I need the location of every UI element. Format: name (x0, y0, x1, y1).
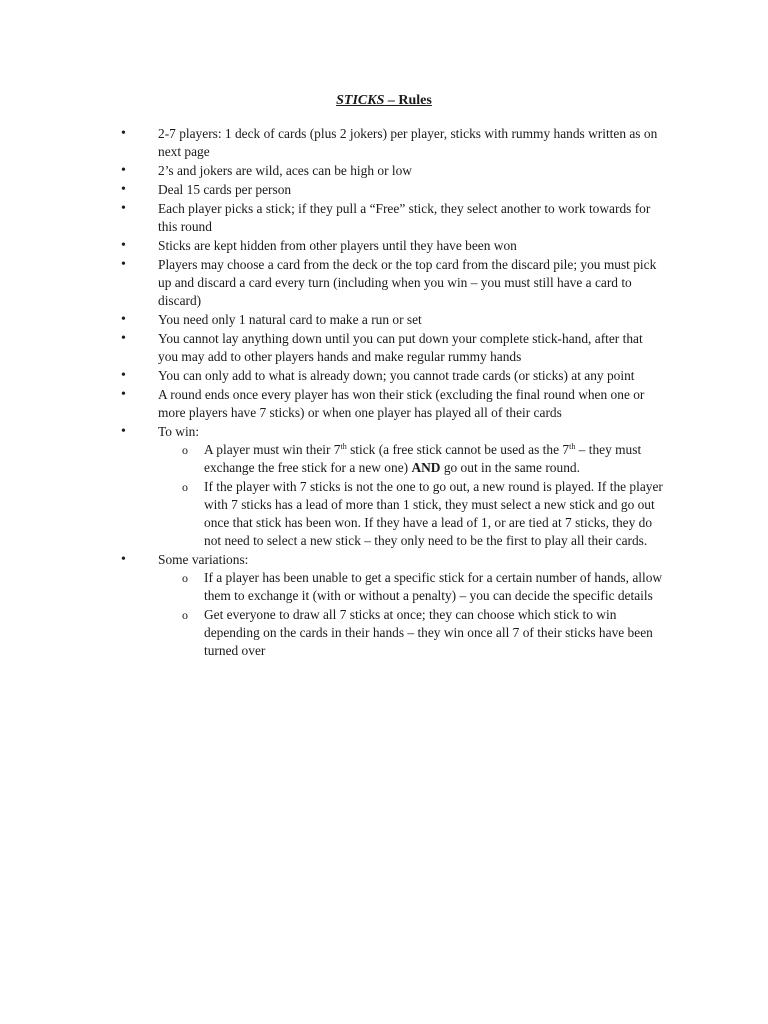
rule-item: • 2’s and jokers are wild, aces can be high or low (118, 162, 663, 180)
rule-item: • 2-7 players: 1 deck of cards (plus 2 jokers) per player, sticks with rummy hands written as on next page (118, 125, 663, 161)
title-suffix: – Rules (384, 93, 432, 108)
rule-item-variations (118, 551, 663, 660)
variations-list (158, 569, 663, 660)
variation-item: o If a player has been unable to get a specific stick for a certain number of hands, allow them to exchange it (with or without a penalty) – you can decide the specific details (158, 569, 663, 605)
rule-item: • A round ends once every player has won their stick (excluding the final round when one or more players have 7 sticks) or when one player has played all of their cards (118, 386, 663, 422)
rule-item: • Sticks are kept hidden from other players until they have been won (118, 237, 663, 255)
ordinal-sup: th (340, 442, 347, 451)
rule-item-to-win (118, 423, 663, 550)
variation-item: o Get everyone to draw all 7 sticks at once; they can choose which stick to win depending on the cards in their hands – they win once all 7 of their sticks have been turned over (158, 606, 663, 660)
rule-item: • You cannot lay anything down until you can put down your complete stick-hand, after that you may add to other players hands and make regular rummy hands (118, 330, 663, 366)
rule-item: • Players may choose a card from the deck or the top card from the discard pile; you must pick up and discard a card every turn (including when you win – you must still have a card to discard) (118, 256, 663, 310)
rule-item: • You need only 1 natural card to make a run or set (118, 311, 663, 329)
rule-item: • Deal 15 cards per person (118, 181, 663, 199)
ordinal-sup: th (569, 442, 576, 451)
to-win-text-c: – they must exchange the free stick for a new one) (204, 442, 642, 475)
page-title (0, 92, 768, 110)
to-win-text-d: go out in the same round. (440, 460, 580, 475)
to-win-item (158, 441, 663, 477)
to-win-item: o If the player with 7 sticks is not the one to go out, a new round is played. If the player with 7 sticks has a lead of more than 1 stick, they must select a new stick and go out once that stick has been won. If they have a lead of 1, or are tied at 7 sticks, they do not need to select a new stick – they only need to be the first to play all their cards. (158, 478, 663, 550)
to-win-label: To win: (158, 424, 200, 439)
to-win-text-a: A player must win their 7 (204, 442, 341, 457)
rules-list (118, 125, 663, 661)
title-game-name: STICKS (336, 93, 385, 108)
to-win-list (158, 441, 663, 550)
rule-item: • You can only add to what is already down; you cannot trade cards (or sticks) at any point (118, 367, 663, 385)
rule-item: • Each player picks a stick; if they pull a “Free” stick, they select another to work towards for this round (118, 200, 663, 236)
to-win-bold-and: AND (411, 460, 441, 475)
to-win-text-b: stick (a free stick cannot be used as the 7 (346, 442, 570, 457)
variations-label: Some variations: (158, 552, 249, 567)
